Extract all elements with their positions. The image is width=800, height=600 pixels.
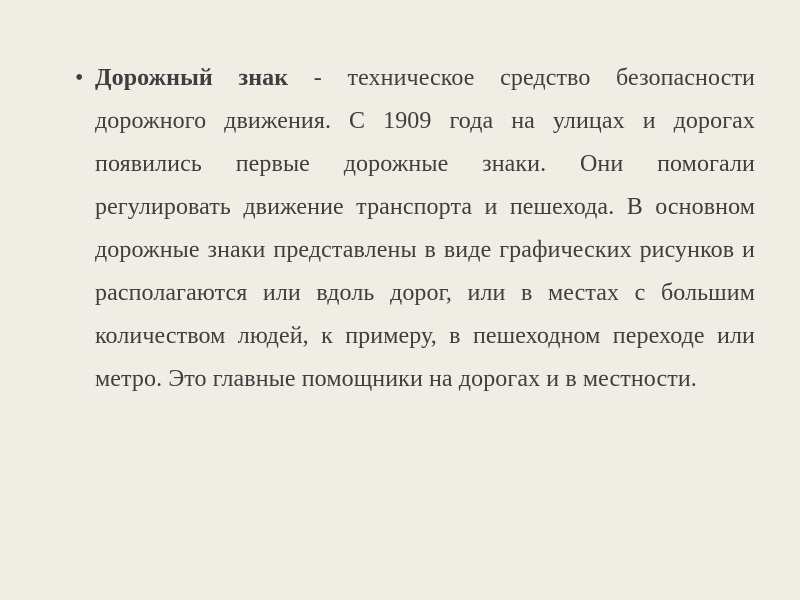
paragraph-text [95, 57, 755, 401]
bullet-paragraph [75, 57, 755, 401]
body-text: - техническое средство безопасности дорожного движения. С 1909 года на улицах и дорогах появились первые дорожные знаки. Они помогали регулировать движение транспорта и пешехода. В основном дорожные знаки представлены в виде графических рисунков и располагаются или вдоль дорог, или в местах с большим количеством людей, к примеру, в пешеходном переходе или метро. Это главные помощники на дорогах и в местности. [95, 65, 755, 392]
term-heading: Дорожный знак [95, 65, 289, 91]
bullet-marker: • [75, 65, 84, 91]
